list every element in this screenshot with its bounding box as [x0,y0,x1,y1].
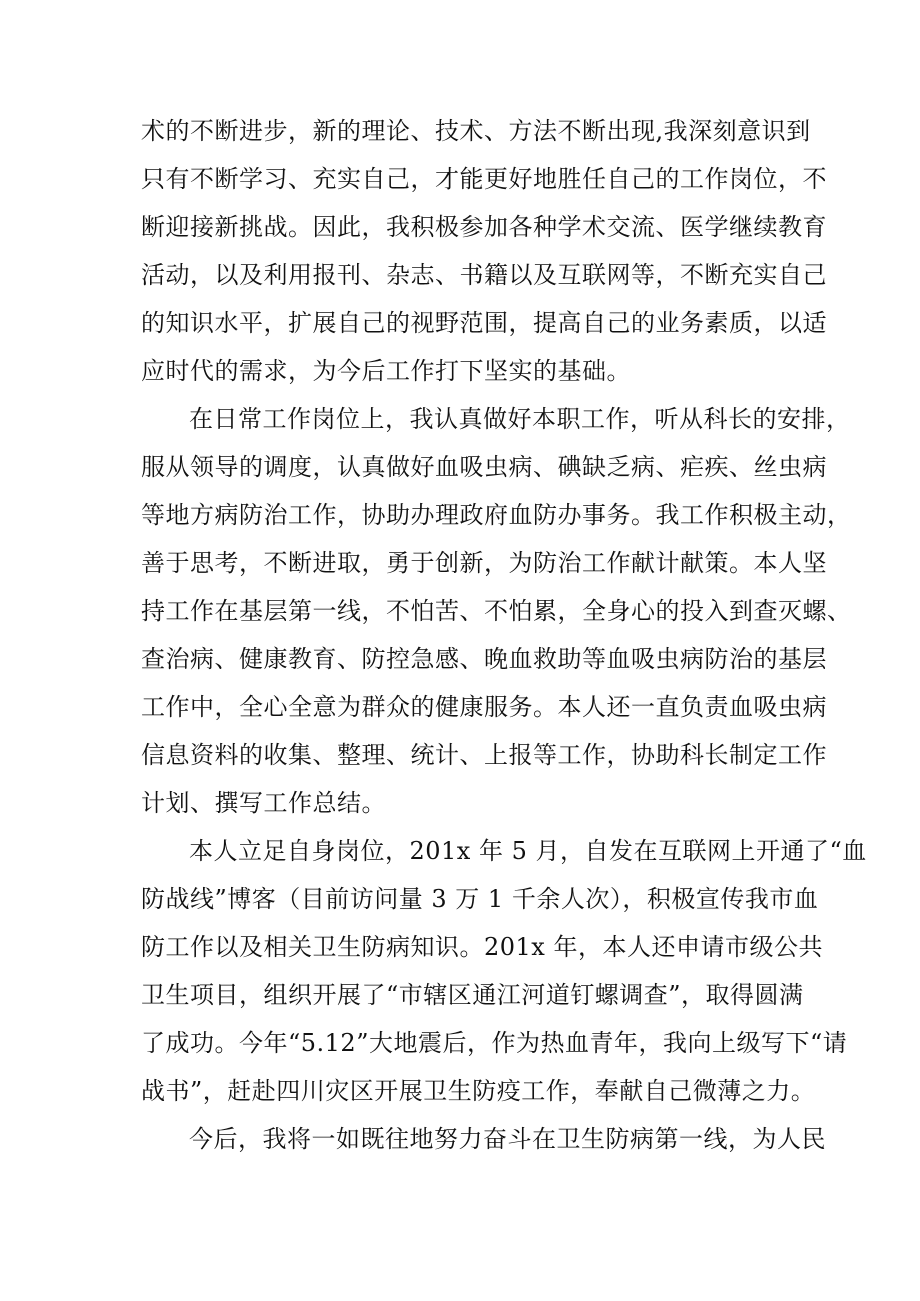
paragraph-line: 等地方病防治工作，协助办理政府血防办事务。我工作积极主动， [141,501,852,529]
paragraph-line: 善于思考，不断进取，勇于创新，为防治工作献计献策。本人坚 [141,549,827,577]
paragraph-line: 了成功。今年“5.12”大地震后，作为热血青年，我向上级写下“请 [141,1029,848,1057]
paragraph-line: 今后，我将一如既往地努力奋斗在卫生防病第一线，为人民 [189,1125,826,1153]
paragraph-line: 只有不断学习、充实自己，才能更好地胜任自己的工作岗位，不 [141,165,827,193]
paragraph-line: 防工作以及相关卫生防病知识。201x 年，本人还申请市级公共 [141,933,823,961]
paragraph-line: 断迎接新挑战。因此，我积极参加各种学术交流、医学继续教育 [141,213,827,241]
paragraph-line: 的知识水平，扩展自己的视野范围，提高自己的业务素质，以适 [141,309,827,337]
paragraph-line: 防战线”博客（目前访问量 3 万 1 千余人次），积极宣传我市血 [141,885,819,913]
paragraph-line: 应时代的需求，为今后工作打下坚实的基础。 [141,357,631,385]
paragraph-line: 战书”，赶赴四川灾区开展卫生防疫工作，奉献自己微薄之力。 [141,1077,816,1105]
paragraph-line: 信息资料的收集、整理、统计、上报等工作，协助科长制定工作 [141,741,827,769]
paragraph-line: 服从领导的调度，认真做好血吸虫病、碘缺乏病、疟疾、丝虫病 [141,453,827,481]
paragraph-line: 查治病、健康教育、防控急感、晚血救助等血吸虫病防治的基层 [141,645,827,673]
paragraph-line: 活动，以及利用报刊、杂志、书籍以及互联网等，不断充实自己 [141,261,827,289]
paragraph-line: 工作中，全心全意为群众的健康服务。本人还一直负责血吸虫病 [141,693,827,721]
paragraph-line: 持工作在基层第一线，不怕苦、不怕累，全身心的投入到查灭螺、 [141,597,852,625]
paragraph-line: 卫生项目，组织开展了“市辖区通江河道钉螺调查”，取得圆满 [141,981,804,1009]
paragraph-line: 术的不断进步，新的理论、技术、方法不断出现,我深刻意识到 [141,117,811,145]
paragraph-line: 本人立足自身岗位，201x 年 5 月，自发在互联网上开通了“血 [189,837,867,865]
paragraph-line: 计划、撰写工作总结。 [141,789,386,817]
paragraph-line: 在日常工作岗位上，我认真做好本职工作，听从科长的安排， [189,405,851,433]
